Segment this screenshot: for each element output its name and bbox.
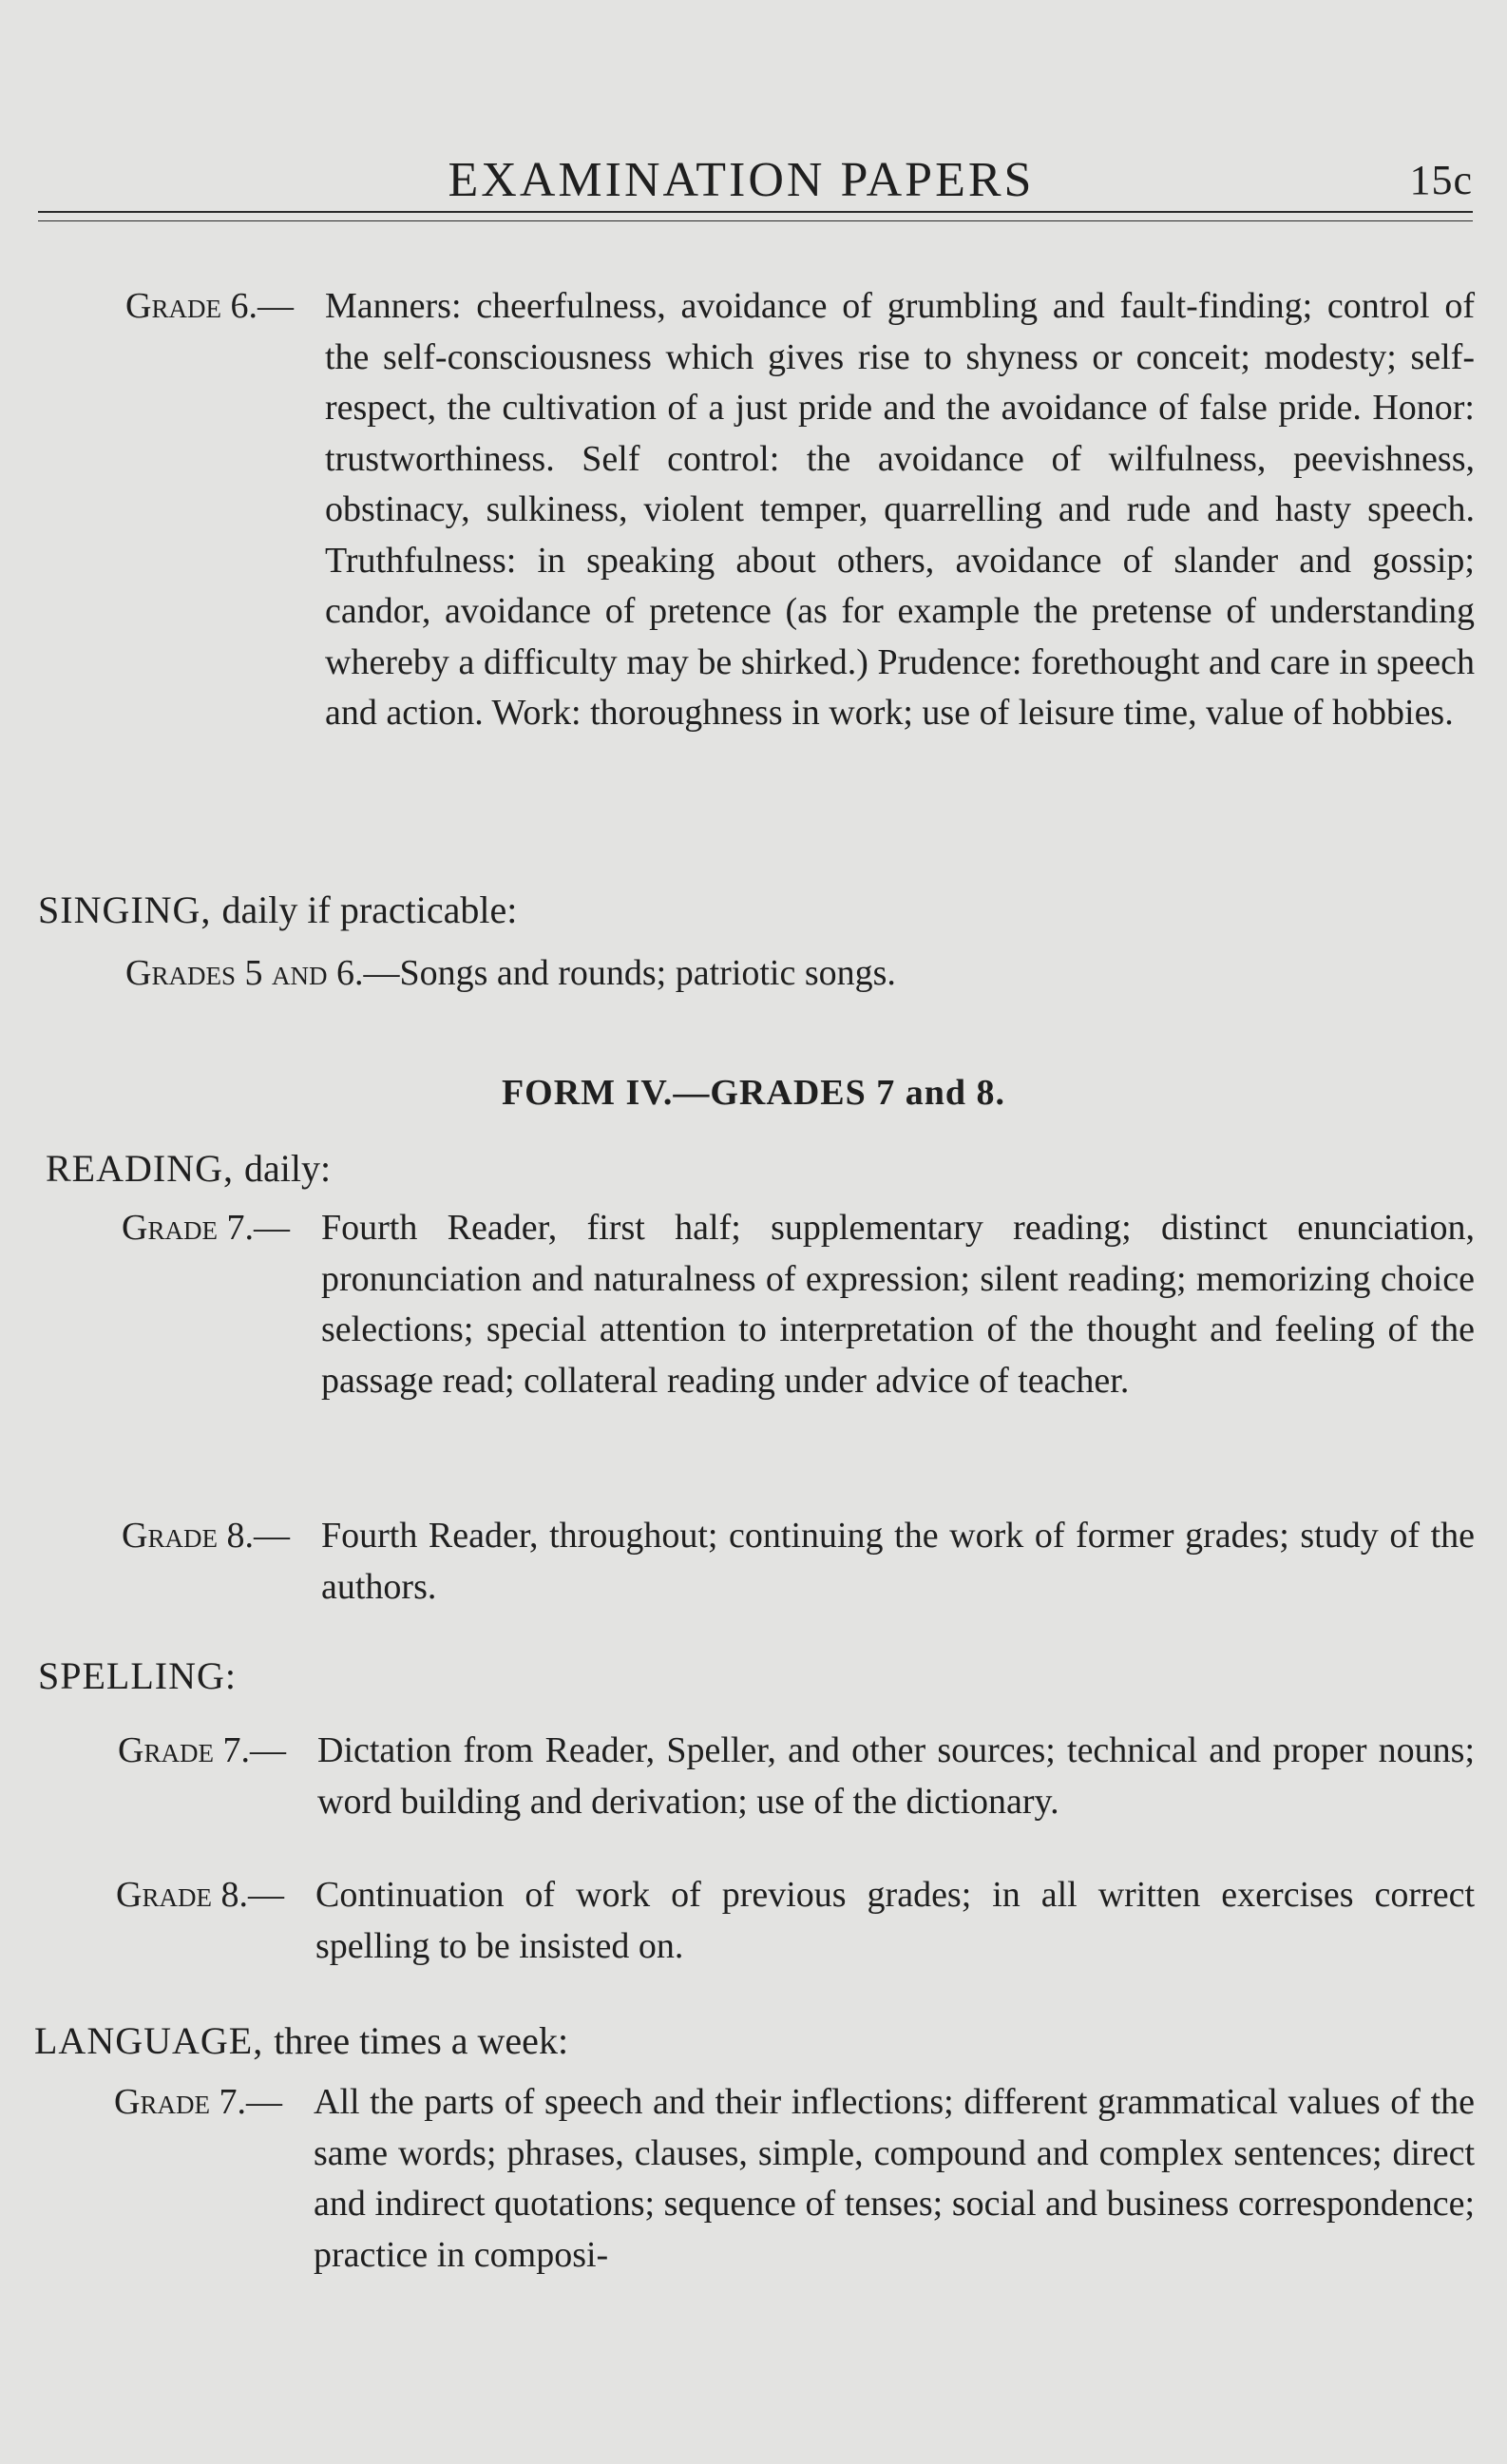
- grade-text: Fourth Reader, first half; supplementary reading; distinct enunciation, pronunciation and naturalness of expression; silent reading; memorizing choice selections; special attention to interpretation of the thought and feeling of the passage read; collateral reading under advice of teacher.: [321, 1208, 1475, 1401]
- grade-text: All the parts of speech and their inflections; different grammatical values of the same words; phrases, clauses, simple, compound and complex sentences; direct and indirect quotations; sequence of tenses; social and business correspondence; practice in composi-: [314, 2082, 1475, 2275]
- header-rule: [38, 211, 1473, 213]
- spelling-grade-7-entry: [118, 1726, 1475, 1827]
- singing-grades-entry: [125, 948, 1475, 1000]
- spelling-grade-8-entry: [116, 1870, 1475, 1972]
- grade-label: Grade 7.—: [114, 2082, 282, 2122]
- grade-label: Grade 7.—: [122, 1208, 290, 1248]
- grade-label: Grade 8.—: [116, 1875, 284, 1915]
- section-heading-reading: [46, 1146, 331, 1191]
- heading-rest: three times a week:: [274, 2019, 569, 2062]
- grade-label: Grades 5 and 6.—: [125, 953, 400, 993]
- grade-label: Grade 6.—: [125, 286, 294, 326]
- heading-label: SPELLING:: [38, 1654, 237, 1697]
- heading-label: LANGUAGE,: [34, 2019, 264, 2062]
- page-header: [38, 143, 1473, 228]
- section-heading-singing: [38, 888, 517, 932]
- section-heading-language: [34, 2018, 568, 2063]
- grade-text: Continuation of work of previous grades; in all written exercises correct spelling to be insisted on.: [315, 1875, 1475, 1966]
- grade-label: Grade 8.—: [122, 1516, 290, 1556]
- reading-grade-8-entry: [122, 1511, 1475, 1613]
- page-number: 15c: [1409, 157, 1473, 203]
- header-rule-thin: [38, 220, 1473, 221]
- language-grade-7-entry: [114, 2077, 1475, 2281]
- grade-label: Grade 7.—: [118, 1730, 286, 1770]
- reading-grade-7-entry: [122, 1203, 1475, 1406]
- grade-text: Dictation from Reader, Speller, and other sources; technical and proper nouns; word building and derivation; use of the dictionary.: [317, 1730, 1475, 1822]
- section-heading-spelling: [38, 1653, 237, 1698]
- grade-text: Manners: cheerfulness, avoidance of grumbling and fault-finding; control of the self-consciousness which gives rise to shyness or conceit; modesty; self-respect, the cultivation of a just pride and the avoidance of false pride. Honor: trustworthiness. Self control: the avoidance of wilfulness, peevishness, obstinacy, sulkiness, violent temper, quarrelling and rude and hasty speech. Truthfulness: in speaking about others, avoidance of slander and gossip; candor, avoidance of pretence (as for example the pretense of understanding whereby a difficulty may be shirked.) Prudence: forethought and care in speech and action. Work: thoroughness in work; use of leisure time, value of hobbies.: [325, 286, 1475, 733]
- heading-rest: daily if practicable:: [221, 888, 518, 931]
- manners-grade-6-entry: [125, 281, 1475, 739]
- form-title: FORM IV.—GRADES 7 and 8.: [501, 1073, 1006, 1113]
- heading-rest: daily:: [243, 1147, 332, 1190]
- heading-label: SINGING,: [38, 888, 212, 931]
- running-title: EXAMINATION PAPERS: [448, 153, 1035, 207]
- grade-text: Fourth Reader, throughout; continuing the work of former grades; study of the authors.: [321, 1516, 1475, 1607]
- grade-text: Songs and rounds; patriotic songs.: [399, 953, 896, 993]
- heading-label: READING,: [46, 1147, 234, 1190]
